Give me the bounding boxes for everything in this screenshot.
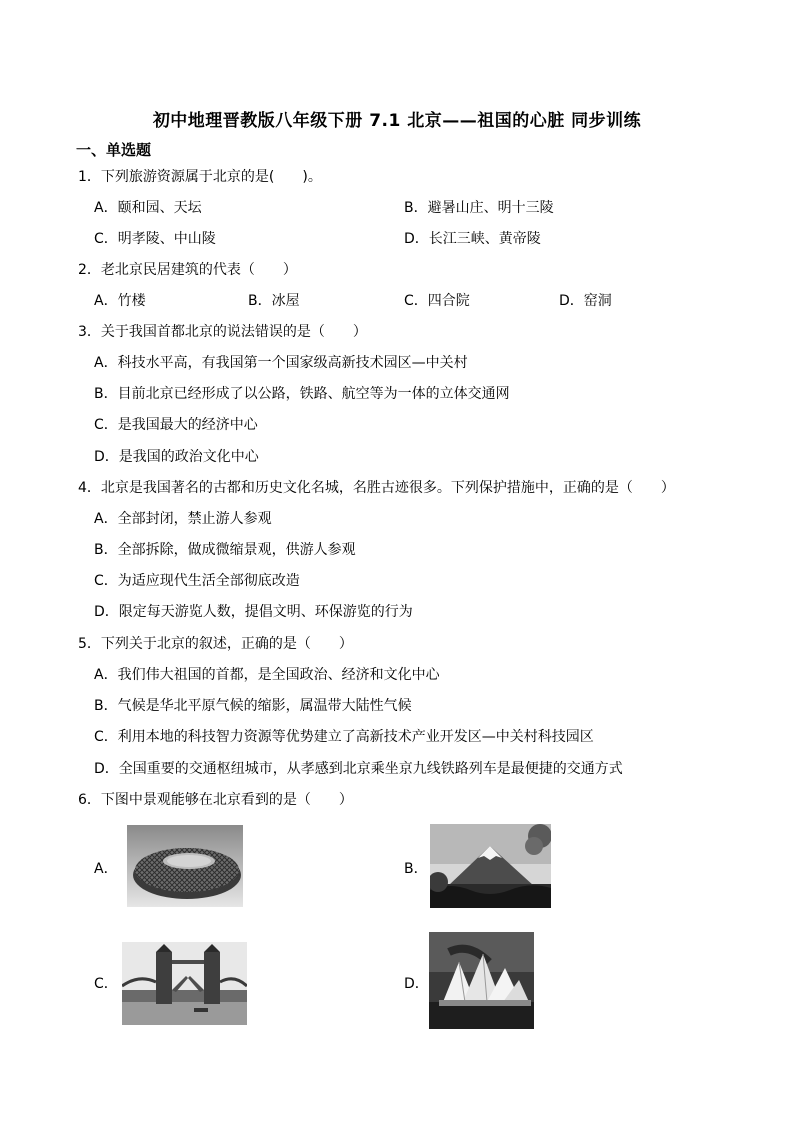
question-2-option-b[interactable]: B．冰屋 — [248, 293, 300, 309]
question-5-option-c[interactable]: C．利用本地的科技智力资源等优势建立了高新技术产业开发区—中关村科技园区 — [94, 729, 594, 745]
question-3-stem: 3．关于我国首都北京的说法错误的是（ ） — [78, 324, 367, 340]
question-1-option-d[interactable]: D．长江三峡、黄帝陵 — [404, 231, 541, 247]
question-2-stem: 2．老北京民居建筑的代表（ ） — [78, 262, 297, 278]
document-title: 初中地理晋教版八年级下册 7.1 北京——祖国的心脏 同步训练 — [152, 111, 642, 131]
question-1-option-a[interactable]: A．颐和园、天坛 — [94, 200, 202, 216]
question-2-option-d[interactable]: D．窑洞 — [559, 293, 612, 309]
question-4-option-a[interactable]: A．全部封闭，禁止游人参观 — [94, 511, 272, 527]
question-3-option-a[interactable]: A．科技水平高，有我国第一个国家级高新技术园区—中关村 — [94, 355, 468, 371]
question-5-option-d[interactable]: D．全国重要的交通枢纽城市，从孝感到北京乘坐京九线铁路列车是最便捷的交通方式 — [94, 761, 623, 777]
question-6-option-a[interactable]: A． — [94, 861, 118, 877]
sydney-opera-house-image — [429, 932, 534, 1029]
question-3-option-c[interactable]: C．是我国最大的经济中心 — [94, 417, 258, 433]
question-6-stem: 6．下图中景观能够在北京看到的是（ ） — [78, 792, 353, 808]
section-heading: 一、单选题 — [76, 141, 152, 159]
question-4-option-b[interactable]: B．全部拆除，做成微缩景观，供游人参观 — [94, 542, 356, 558]
question-3-option-b[interactable]: B．目前北京已经形成了以公路，铁路、航空等为一体的立体交通网 — [94, 386, 510, 402]
question-5-stem: 5．下列关于北京的叙述，正确的是（ ） — [78, 636, 353, 652]
question-5-option-a[interactable]: A．我们伟大祖国的首都，是全国政治、经济和文化中心 — [94, 667, 440, 683]
question-2-option-c[interactable]: C．四合院 — [404, 293, 470, 309]
birds-nest-stadium-image — [127, 825, 243, 907]
question-1-option-b[interactable]: B．避暑山庄、明十三陵 — [404, 200, 554, 216]
question-4-option-c[interactable]: C．为适应现代生活全部彻底改造 — [94, 573, 300, 589]
mount-fuji-image — [430, 824, 551, 908]
tower-bridge-image — [122, 942, 247, 1025]
question-4-stem: 4．北京是我国著名的古都和历史文化名城，名胜古迹很多。下列保护措施中，正确的是（ ） — [78, 480, 675, 496]
question-1-option-c[interactable]: C．明孝陵、中山陵 — [94, 231, 216, 247]
question-2-option-a[interactable]: A．竹楼 — [94, 293, 146, 309]
question-6-option-d[interactable]: D． — [404, 976, 429, 992]
question-6-option-c[interactable]: C． — [94, 976, 118, 992]
question-6-option-b[interactable]: B． — [404, 861, 428, 877]
question-3-option-d[interactable]: D．是我国的政治文化中心 — [94, 449, 259, 465]
question-5-option-b[interactable]: B．气候是华北平原气候的缩影，属温带大陆性气候 — [94, 698, 412, 714]
question-1-stem: 1．下列旅游资源属于北京的是( )。 — [78, 169, 322, 185]
question-4-option-d[interactable]: D．限定每天游览人数，提倡文明、环保游览的行为 — [94, 604, 413, 620]
